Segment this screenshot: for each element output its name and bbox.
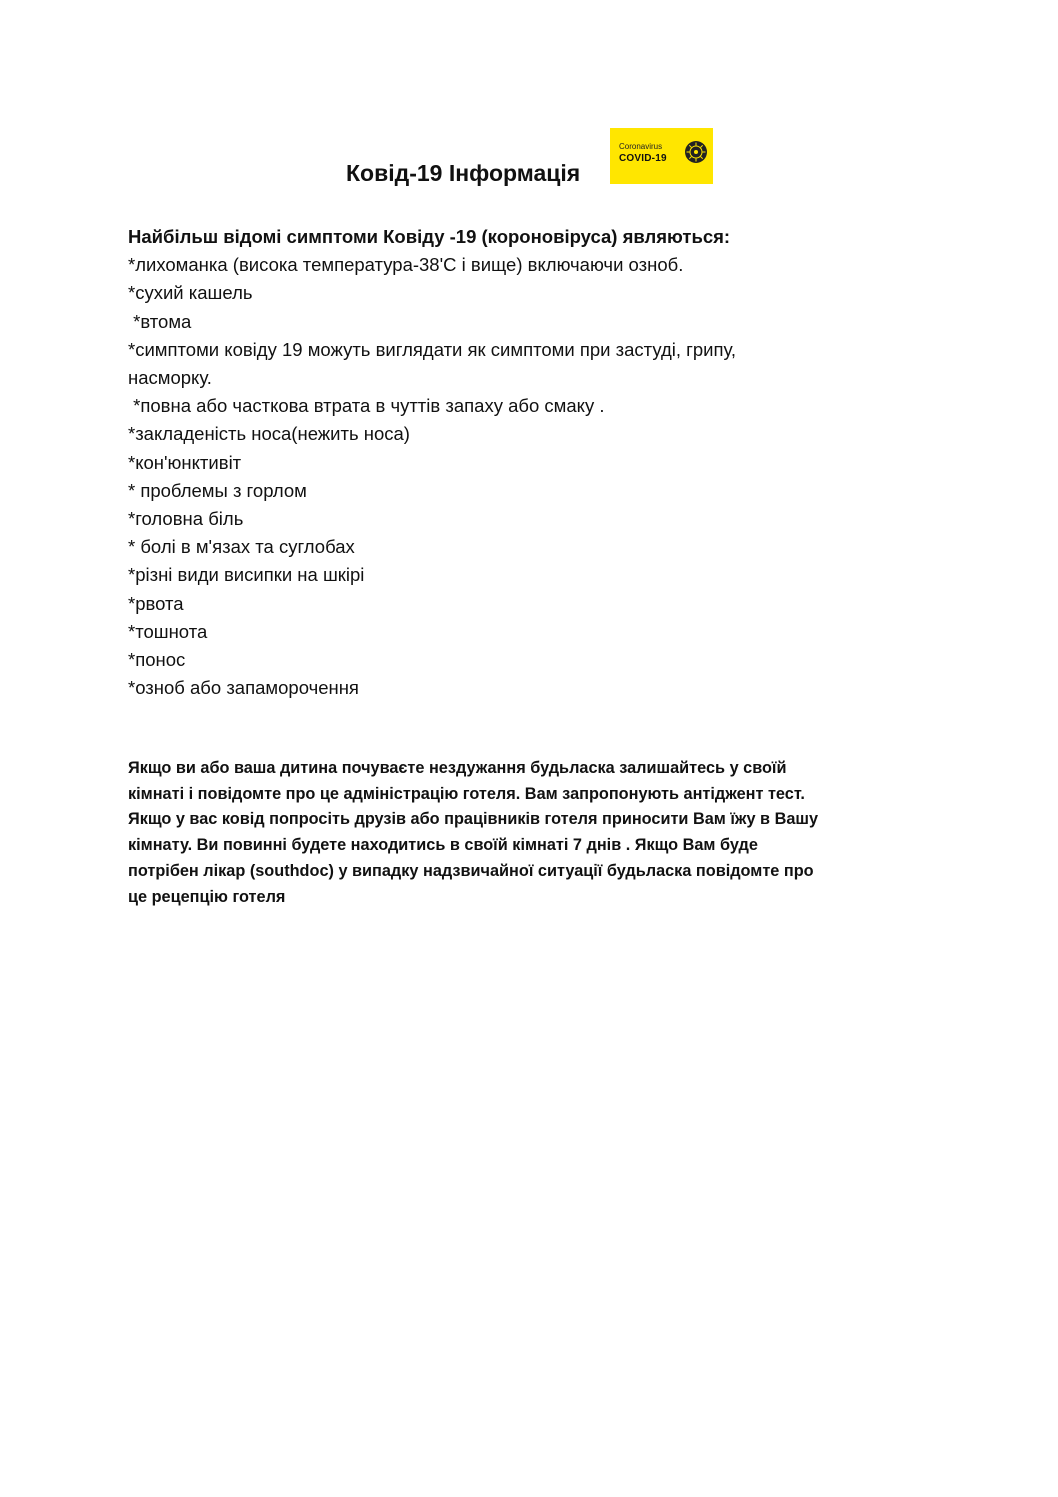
symptom-item: *кон'юнктивіт <box>128 451 242 473</box>
notice-line: потрібен лікар (southdoc) у випадку надзвичайної ситуації будьласка повідомте про <box>128 861 814 880</box>
symptom-item: * проблемы з горлом <box>128 479 307 501</box>
page-title: Ковід-19 Інформація <box>346 160 581 186</box>
symptom-item: *повна або часткова втрата в чуттів запаху або смаку . <box>128 395 605 417</box>
quarantine-notice <box>128 756 928 910</box>
symptom-item: *головна біль <box>128 508 244 530</box>
notice-line: Якщо ви або ваша дитина почуваєте нездужання будьласка залишайтесь у своїй <box>128 759 787 777</box>
virus-icon <box>684 140 708 164</box>
symptom-item: *різні види висипки на шкірі <box>128 564 365 586</box>
symptom-item: *симптоми ковіду 19 можуть виглядати як симптоми при застуді, грипу, <box>128 338 737 360</box>
symptom-item: * болі в м'язах та суглобах <box>128 536 355 558</box>
symptoms-heading: Найбільш відомі симптоми Ковіду -19 (короновіруса) являються: <box>128 226 731 247</box>
symptom-item: *озноб або запаморочення <box>128 677 359 699</box>
badge-line-coronavirus: Coronavirus <box>619 142 663 151</box>
symptom-item: *тошнота <box>128 620 208 642</box>
notice-line: кімнаті і повідомте про це адміністрацію готеля. Вам запропонують антіджент тест. <box>128 784 805 803</box>
symptom-item: *втома <box>128 310 192 332</box>
covid-badge <box>610 128 713 184</box>
symptom-item: *закладеність носа(нежить носа) <box>128 423 410 445</box>
symptom-item: *понос <box>128 649 186 671</box>
notice-line: кімнату. Ви повинні будете находитись в своїй кімнаті 7 днів . Якщо Вам буде <box>128 836 758 855</box>
symptom-item: насморку. <box>128 367 212 389</box>
symptoms-section <box>128 223 928 702</box>
notice-line: Якщо у вас ковід попросіть друзів або працівників готеля приносити Вам їжу в Вашу <box>128 810 819 829</box>
symptom-item: *сухий кашель <box>128 282 253 304</box>
notice-line: це рецепцію готеля <box>128 887 286 906</box>
badge-line-covid: COVID-19 <box>619 153 667 164</box>
symptom-item: *лихоманка (висока температура-38'С і вище) включаючи озноб. <box>128 254 684 276</box>
symptom-item: *рвота <box>128 592 184 614</box>
